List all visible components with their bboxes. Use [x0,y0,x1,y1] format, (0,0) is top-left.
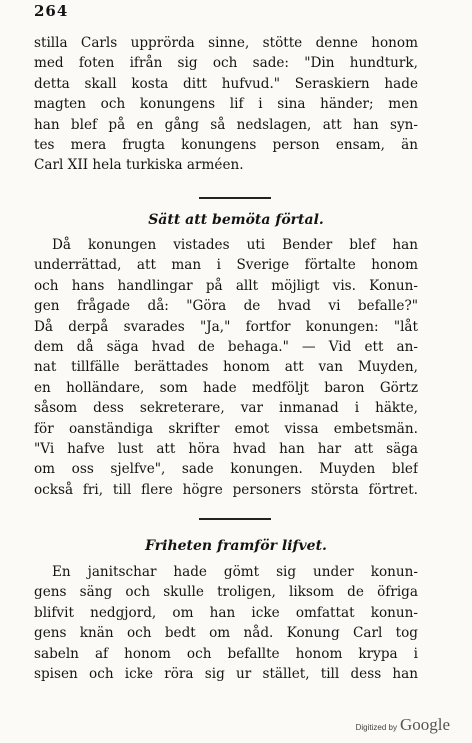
paragraph-top [34,33,418,176]
digitization-watermark [356,715,450,735]
section-heading: Sätt att bemöta förtal. [148,212,324,228]
text-line: med foten ifrån sig och sade: "Din hundturk, [34,55,418,72]
digitized-by-label: Digitized by [355,723,397,732]
text-line: En janitschar hade gömt sig under konun- [52,564,418,580]
text-line: underrättad, att man i Sverige förtalte honom [34,257,418,274]
text-line: magten och konungens lif i sina händer; men [34,96,418,113]
section-heading: Friheten framför lifvet. [145,538,327,554]
text-line: spisen och icke röra sig ur stället, till dess han [34,665,418,682]
paragraph-section-two [34,235,418,500]
text-line: om oss sjelfve", sade konungen. Muyden blef [34,461,418,478]
text-line: för oanständiga skrifter emot vissa embetsmän. [34,420,418,437]
text-line: Då derpå svarades "Ja," fortfor konungen: "låt [34,318,418,335]
text-line: "Vi hafve lust att höra hvad han har att säga [34,440,418,457]
text-line: och hans handlingar på allt möjligt vis. Konun- [34,277,418,294]
text-line: Carl XII hela turkiska arméen. [34,157,244,174]
text-line: han blef på en gång så nedslagen, att han syn- [34,116,418,133]
paragraph-section-three [34,562,418,684]
text-line: också fri, till flere högre personers största förtret. [34,481,418,498]
text-line: tes mera frugta konungens person ensam, än [34,136,418,153]
text-line: en holländare, som hade medföljt baron Görtz [34,379,418,396]
text-line: dem då säga hvad de behaga." — Vid ett an- [34,338,418,355]
text-line: detta skall kosta ditt hufvud." Seraskiern hade [34,75,418,92]
text-line: blifvit nedgjord, om han icke omfattat konun- [34,604,418,621]
text-line: gen frågade då: "Göra de hvad vi befalle?" [34,298,418,315]
text-line: gens knän och bedt om nåd. Konung Carl tog [34,625,418,642]
text-line: stilla Carls upprörda sinne, stötte denne honom [34,35,418,51]
text-line: Då konungen vistades uti Bender blef han [52,237,418,253]
text-line: nat tillfälle berättades honom att van Muyden, [34,359,418,376]
section-divider [199,518,271,520]
page-number: 264 [34,2,69,20]
text-line: såsom dess sekreterare, var inmanad i häkte, [34,400,418,417]
section-divider [199,197,271,199]
text-line: sabeln af honom och befallte honom krypa i [34,645,418,662]
text-line: gens säng och skulle troligen, liksom de öfriga [34,584,418,601]
google-logo: Google [399,715,450,734]
